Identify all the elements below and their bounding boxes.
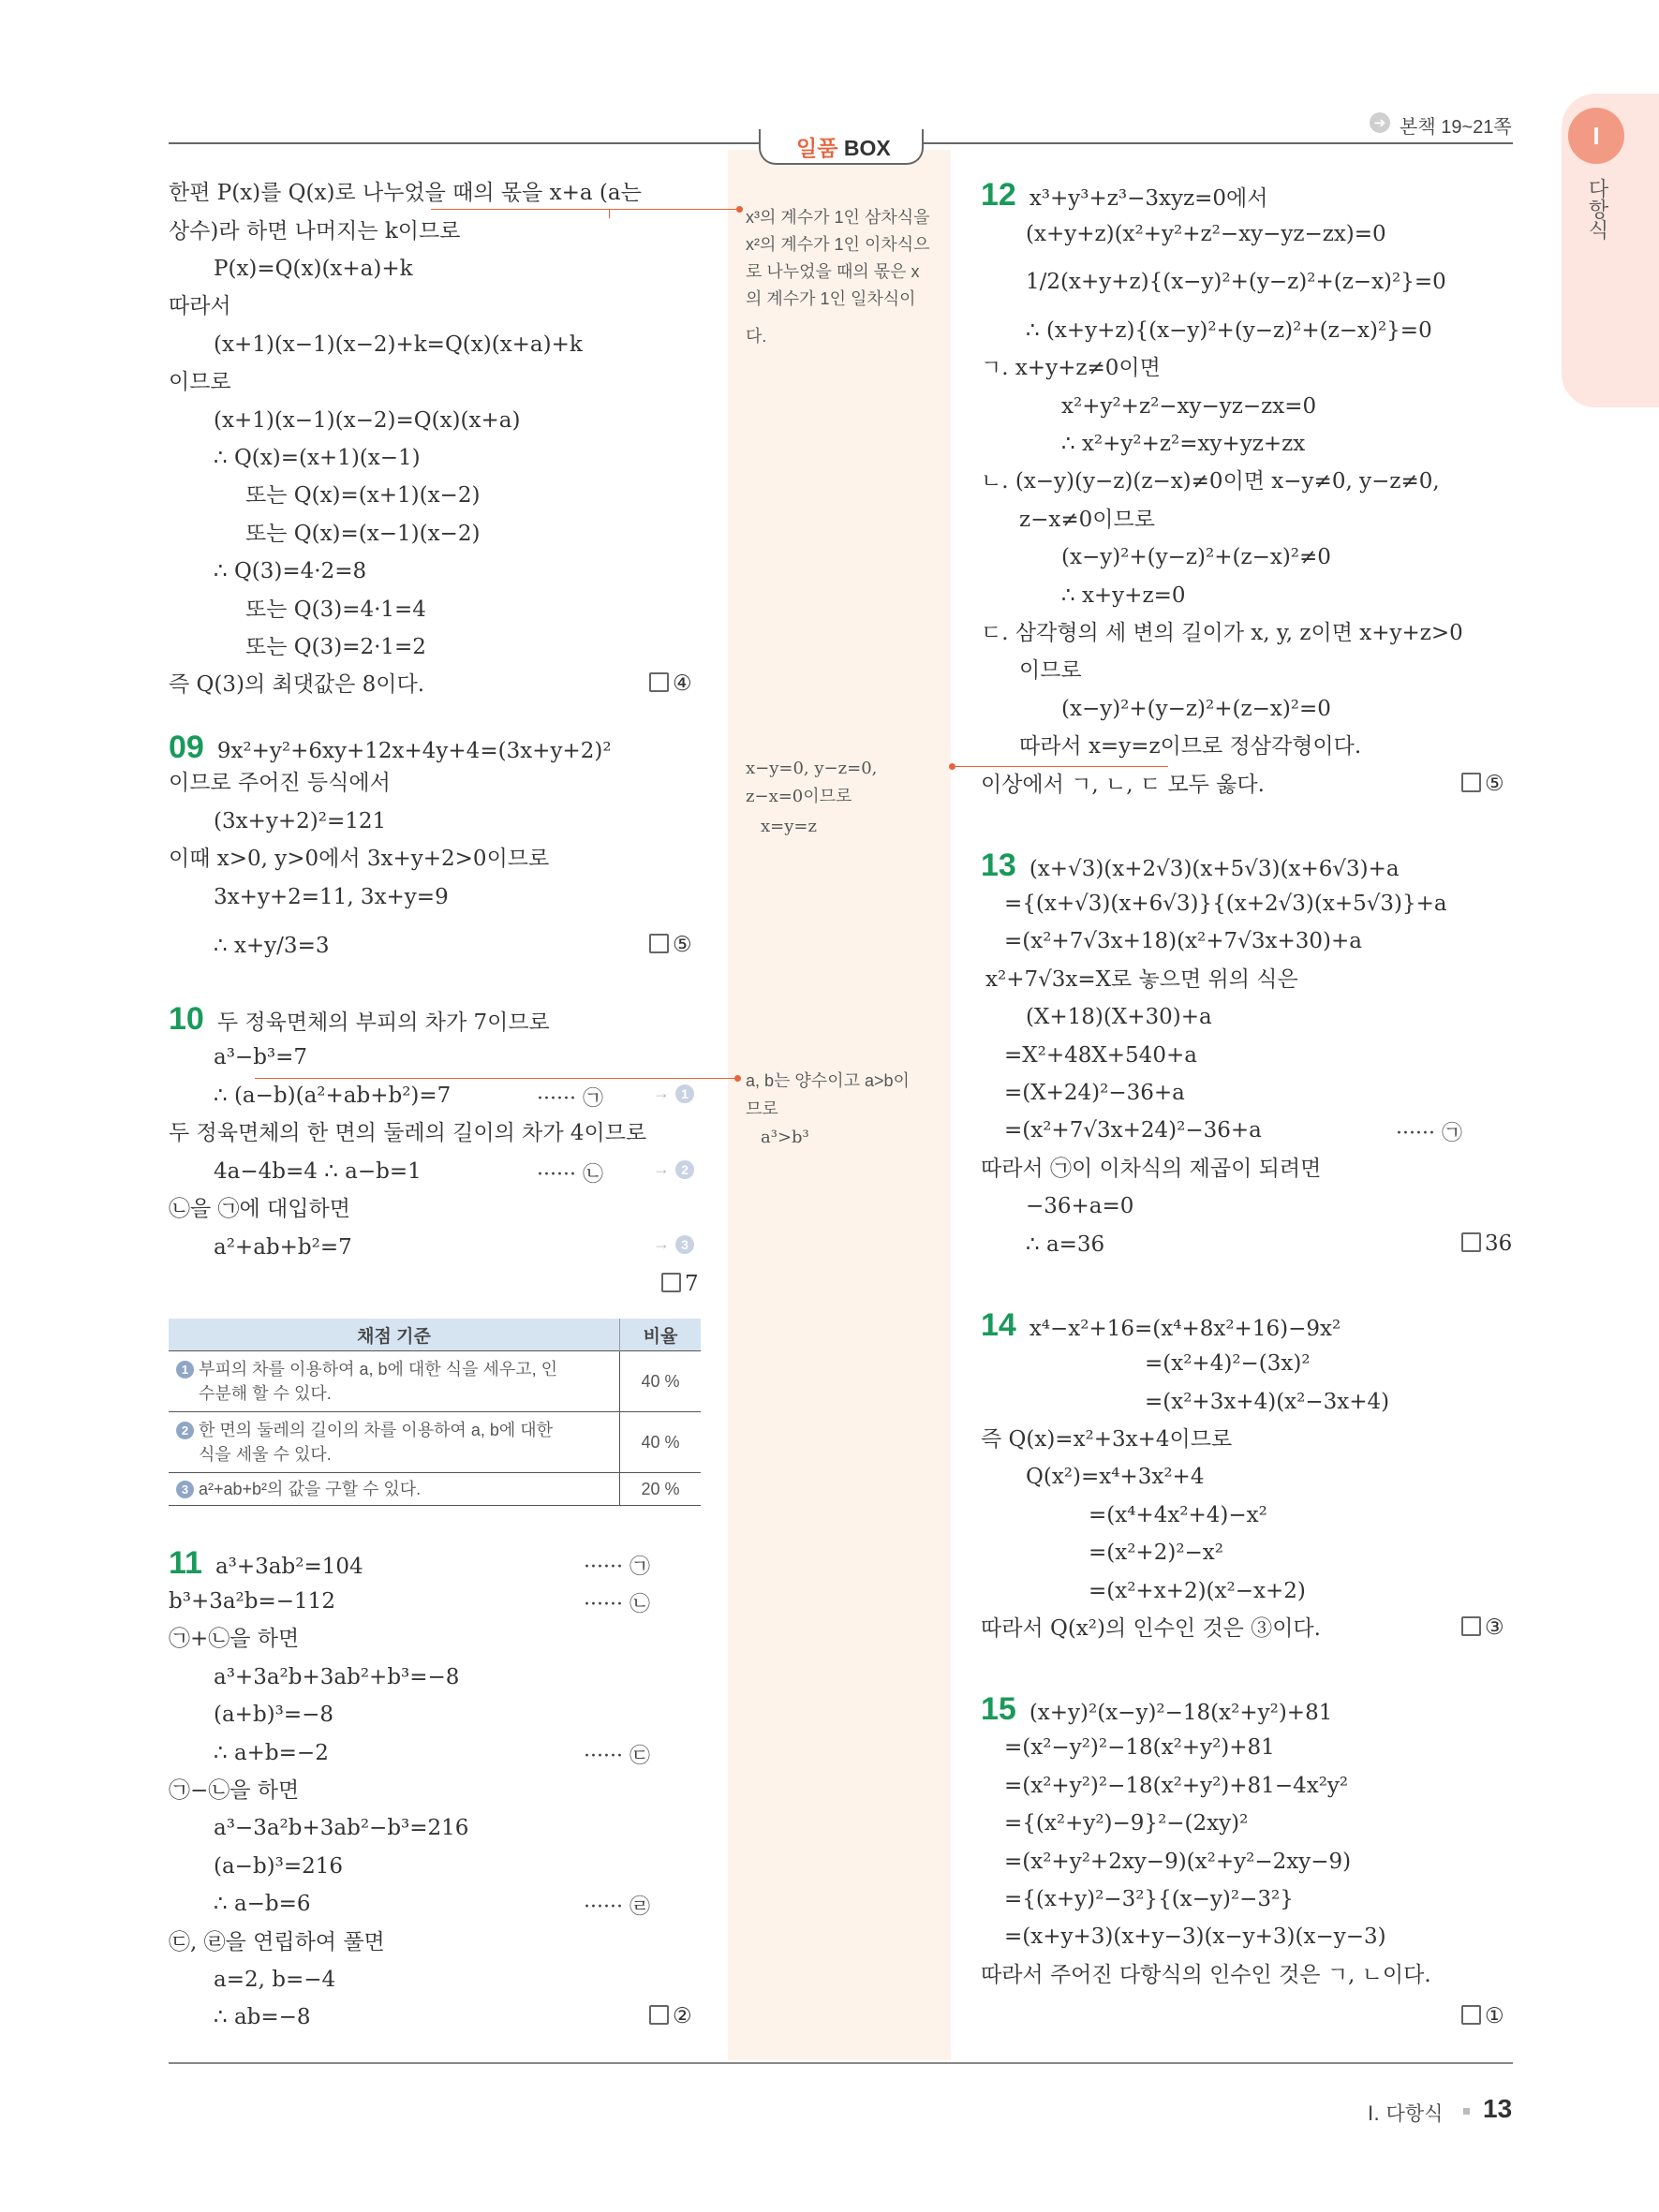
connector-line bbox=[431, 209, 740, 210]
solution-line: =(x²+y²+2xy−9)(x²+y²−2xy−9) bbox=[1004, 1850, 1352, 1874]
solution-line: ㉡을 ㉠에 대입하면 bbox=[169, 1197, 350, 1221]
solution-line: 3x+y+2=11, 3x+y=9 bbox=[214, 885, 449, 909]
answer-value: ⑤ bbox=[673, 933, 692, 957]
solution-line: ∴ a+b=−2 bbox=[214, 1741, 329, 1765]
equation-marker: ······ ㉡ bbox=[537, 1163, 603, 1187]
answer-icon bbox=[661, 1273, 681, 1292]
solution-line: 이므로 bbox=[169, 370, 231, 394]
solution-line: 즉 Q(x)=x²+3x+4이므로 bbox=[981, 1427, 1233, 1452]
solution-line: =(x²+x+2)(x²−x+2) bbox=[1089, 1579, 1306, 1603]
solution-line: (x+1)(x−1)(x−2)=Q(x)(x+a) bbox=[214, 408, 521, 433]
connector-dot bbox=[734, 1075, 741, 1082]
problem-10-header bbox=[169, 1001, 550, 1038]
solution-line: (3x+y+2)²=121 bbox=[214, 809, 387, 833]
solution-line: 4a−4b=4 ∴ a−b=1 bbox=[214, 1159, 422, 1184]
problem-09-header bbox=[169, 730, 612, 766]
box-note: a³>b³ bbox=[761, 1128, 809, 1147]
answer-value: ① bbox=[1485, 2004, 1504, 2028]
solution-line: ={(x+√3)(x+6√3)}{(x+2√3)(x+5√3)}+a bbox=[1004, 892, 1447, 916]
solution-line: =(x²+2)²−x² bbox=[1089, 1541, 1223, 1565]
solution-line: z−x≠0이므로 bbox=[1019, 508, 1155, 532]
solution-line: (x−y)²+(y−z)²+(z−x)²≠0 bbox=[1061, 545, 1331, 569]
solution-line: ㄱ. x+y+z≠0이면 bbox=[981, 356, 1161, 380]
solution-line: (x+1)(x−1)(x−2)+k=Q(x)(x+a)+k bbox=[214, 332, 583, 357]
box-note: a, b는 양수이고 a>b이 bbox=[746, 1071, 910, 1090]
solution-line: 또는 Q(x)=(x+1)(x−2) bbox=[245, 483, 481, 508]
solution-line: 이상에서 ㄱ, ㄴ, ㄷ 모두 옳다. bbox=[981, 773, 1265, 797]
ratio-cell: 40 % bbox=[620, 1412, 702, 1473]
reference-icon: ➔ bbox=[1370, 112, 1390, 133]
answer-09 bbox=[649, 933, 692, 957]
solution-line: ∴ x+y+z=0 bbox=[1061, 583, 1186, 608]
solution-line: =(x²+7√3x+24)²−36+a bbox=[1004, 1118, 1262, 1143]
solution-line: ∴ (a−b)(a²+ab+b²)=7 bbox=[214, 1084, 452, 1108]
solution-line: ∴ Q(x)=(x+1)(x−1) bbox=[214, 446, 421, 470]
problem-15-header bbox=[981, 1691, 1332, 1728]
scoring-table bbox=[169, 1319, 701, 1506]
solution-line: =(x²−y²)²−18(x²+y²)+81 bbox=[1004, 1735, 1275, 1760]
box-label-primary: 일품 bbox=[796, 136, 838, 160]
solution-line: (x+√3)(x+2√3)(x+5√3)(x+6√3)+a bbox=[1029, 857, 1400, 881]
page-reference: 본책 19~21쪽 bbox=[1400, 117, 1512, 138]
answer-icon bbox=[1461, 2005, 1481, 2025]
solution-line: =(x+y+3)(x+y−3)(x−y+3)(x−y−3) bbox=[1004, 1924, 1386, 1949]
solution-line: ㉠−㉡을 하면 bbox=[169, 1778, 300, 1803]
side-tab-numeral: I bbox=[1592, 122, 1600, 150]
solution-line: =(x²+4)²−(3x)² bbox=[1145, 1351, 1311, 1376]
box-header-label bbox=[796, 131, 891, 162]
solution-line: 또는 Q(3)=2·1=2 bbox=[245, 635, 426, 659]
equation-marker: ······ ㉠ bbox=[584, 1556, 650, 1579]
criteria-text: 부피의 차를 이용하여 a, b에 대한 식을 세우고, 인 bbox=[199, 1360, 558, 1379]
box-note: x=y=z bbox=[761, 817, 817, 836]
criteria-text: a²+ab+b²의 값을 구할 수 있다. bbox=[199, 1480, 422, 1498]
problem-11-header bbox=[169, 1545, 363, 1582]
answer-value: 36 bbox=[1485, 1231, 1513, 1256]
solution-line: =(x⁴+4x²+4)−x² bbox=[1089, 1503, 1267, 1527]
scoring-row bbox=[169, 1473, 701, 1506]
ratio-header: 비율 bbox=[620, 1319, 702, 1351]
step-marker: → 3 bbox=[653, 1234, 694, 1254]
answer-08 bbox=[649, 671, 692, 696]
page-number: 13 bbox=[1483, 2094, 1513, 2123]
solution-line: −36+a=0 bbox=[1026, 1194, 1134, 1218]
solution-line: =(x²+y²)²−18(x²+y²)+81−4x²y² bbox=[1004, 1774, 1349, 1798]
criteria-text: 수분해 할 수 있다. bbox=[199, 1384, 332, 1403]
answer-icon bbox=[1461, 1616, 1481, 1636]
solution-line: (x−y)²+(y−z)²+(z−x)²=0 bbox=[1061, 697, 1331, 721]
equation-marker: ······ ㉣ bbox=[584, 1895, 650, 1919]
footer-rule bbox=[169, 2062, 1513, 2064]
solution-line: P(x)=Q(x)(x+a)+k bbox=[214, 257, 413, 281]
solution-line: (a+b)³=−8 bbox=[214, 1703, 334, 1727]
answer-12 bbox=[1461, 772, 1504, 796]
solution-line: ㄷ. 삼각형의 세 변의 길이가 x, y, z이면 x+y+z>0 bbox=[981, 621, 1463, 645]
solution-line: x³+y³+z³−3xyz=0에서 bbox=[1029, 186, 1268, 211]
solution-line: ={(x²+y²)−9}²−(2xy)² bbox=[1004, 1811, 1249, 1836]
solution-line: 이므로 주어진 등식에서 bbox=[169, 771, 391, 795]
solution-line: =(x²+7√3x+18)(x²+7√3x+30)+a bbox=[1004, 929, 1362, 953]
solution-line: =X²+48X+540+a bbox=[1004, 1043, 1197, 1068]
solution-line: =(x²+3x+4)(x²−3x+4) bbox=[1145, 1390, 1390, 1414]
scoring-table-header bbox=[169, 1319, 701, 1351]
solution-line: 따라서 ㉠이 이차식의 제곱이 되려면 bbox=[981, 1157, 1322, 1181]
problem-number: 15 bbox=[981, 1691, 1016, 1727]
criteria-text: 한 면의 둘레의 길이의 차를 이용하여 a, b에 대한 bbox=[199, 1421, 554, 1439]
solution-line: 따라서 주어진 다항식의 인수인 것은 ㄱ, ㄴ이다. bbox=[981, 1963, 1431, 1987]
scoring-row bbox=[169, 1412, 701, 1473]
criteria-cell bbox=[169, 1351, 620, 1412]
criteria-number-icon: 3 bbox=[176, 1481, 194, 1498]
box-note: 로 나누었을 때의 몫은 x bbox=[746, 262, 920, 281]
solution-line: ∴ x+y/3=3 bbox=[214, 934, 330, 958]
solution-line: x²+y²+z²−xy−yz−zx=0 bbox=[1061, 394, 1317, 419]
criteria-number-icon: 2 bbox=[176, 1422, 194, 1439]
side-tab-circle bbox=[1568, 108, 1624, 164]
ratio-cell: 20 % bbox=[620, 1473, 702, 1506]
problem-number: 10 bbox=[169, 1001, 204, 1037]
connector-line bbox=[255, 1078, 737, 1079]
solution-line: a³−b³=7 bbox=[214, 1045, 308, 1069]
answer-14 bbox=[1461, 1615, 1504, 1640]
box-note: 의 계수가 1인 일차식이 bbox=[746, 289, 916, 308]
solution-line: 한편 P(x)를 Q(x)로 나누었을 때의 몫을 x+a (a는 bbox=[169, 181, 642, 205]
scoring-row bbox=[169, 1351, 701, 1412]
answer-value: ⑤ bbox=[1485, 772, 1504, 796]
solution-line: b³+3a²b=−112 bbox=[169, 1589, 335, 1614]
answer-value: ② bbox=[673, 2004, 692, 2028]
answer-icon bbox=[1461, 1232, 1481, 1252]
criteria-header: 채점 기준 bbox=[169, 1319, 620, 1351]
solution-line: =(X+24)²−36+a bbox=[1004, 1081, 1185, 1105]
equation-marker: ······ ㉡ bbox=[584, 1593, 650, 1616]
solution-line: 9x²+y²+6xy+12x+4y+4=(3x+y+2)² bbox=[216, 739, 612, 763]
solution-line: 따라서 Q(x²)의 인수인 것은 ③이다. bbox=[981, 1616, 1321, 1641]
answer-15 bbox=[1461, 2004, 1504, 2028]
solution-line: a³+3a²b+3ab²+b³=−8 bbox=[214, 1665, 460, 1689]
solution-line: (x+y)²(x−y)²−18(x²+y²)+81 bbox=[1029, 1701, 1333, 1725]
equation-marker: ······ ㉠ bbox=[1396, 1122, 1462, 1145]
problem-13-header bbox=[981, 848, 1400, 884]
connector-line bbox=[609, 209, 610, 218]
problem-number: 12 bbox=[981, 177, 1016, 213]
box-note: 므로 bbox=[746, 1099, 778, 1118]
solution-line: ∴ Q(3)=4·2=8 bbox=[214, 559, 367, 583]
solution-line: a³+3ab²=104 bbox=[215, 1555, 363, 1579]
problem-number: 11 bbox=[169, 1545, 202, 1581]
solution-line: 이때 x>0, y>0에서 3x+y+2>0이므로 bbox=[169, 847, 550, 871]
footer-separator bbox=[1463, 2108, 1470, 2115]
answer-value: 7 bbox=[685, 1272, 699, 1296]
answer-icon bbox=[649, 2005, 669, 2025]
criteria-cell bbox=[169, 1473, 620, 1506]
answer-icon bbox=[649, 672, 669, 692]
criteria-text: 식을 세울 수 있다. bbox=[199, 1445, 332, 1464]
problem-number: 14 bbox=[981, 1307, 1016, 1343]
box-note: x²의 계수가 1인 이차식으 bbox=[746, 235, 930, 254]
solution-line: ㄴ. (x−y)(y−z)(z−x)≠0이면 x−y≠0, y−z≠0, bbox=[981, 469, 1440, 494]
solution-line: 1/2(x+y+z){(x−y)²+(y−z)²+(z−x)²}=0 bbox=[1026, 270, 1446, 294]
solution-line: ∴ a=36 bbox=[1026, 1232, 1105, 1257]
box-note: z−x=0이므로 bbox=[746, 787, 852, 806]
solution-line: 또는 Q(3)=4·1=4 bbox=[245, 597, 426, 622]
problem-14-header bbox=[981, 1307, 1341, 1344]
solution-line: (x+y+z)(x²+y²+z²−xy−yz−zx)=0 bbox=[1026, 222, 1386, 246]
solution-line: a³−3a²b+3ab²−b³=216 bbox=[214, 1816, 469, 1840]
answer-icon bbox=[649, 934, 669, 953]
solution-line: ∴ (x+y+z){(x−y)²+(y−z)²+(z−x)²}=0 bbox=[1026, 318, 1432, 343]
box-label-secondary: BOX bbox=[843, 136, 891, 160]
solution-line: (X+18)(X+30)+a bbox=[1026, 1005, 1212, 1029]
solution-line: ㉠+㉡을 하면 bbox=[169, 1627, 300, 1651]
footer-chapter: I. 다항식 bbox=[1368, 2102, 1444, 2125]
connector-dot bbox=[949, 763, 955, 770]
solution-line: ∴ ab=−8 bbox=[214, 2005, 311, 2029]
solution-line: (a−b)³=216 bbox=[214, 1854, 344, 1879]
solution-line: x²+7√3x=X로 놓으면 위의 식은 bbox=[985, 967, 1298, 992]
criteria-cell bbox=[169, 1412, 620, 1473]
solution-line: ={(x+y)²−3²}{(x−y)²−3²} bbox=[1004, 1887, 1294, 1911]
solution-line: a²+ab+b²=7 bbox=[214, 1235, 352, 1260]
solution-line: ∴ a−b=6 bbox=[214, 1892, 311, 1916]
equation-marker: ······ ㉢ bbox=[584, 1745, 650, 1768]
solution-line: 따라서 bbox=[169, 294, 231, 318]
equation-marker: ······ ㉠ bbox=[537, 1087, 603, 1111]
solution-line: ∴ x²+y²+z²=xy+yz+zx bbox=[1061, 432, 1306, 456]
solution-line: ㉢, ㉣을 연립하여 풀면 bbox=[169, 1930, 385, 1954]
answer-icon bbox=[1461, 773, 1481, 792]
answer-10 bbox=[661, 1272, 699, 1296]
box-note: x³의 계수가 1인 삼차식을 bbox=[746, 208, 930, 227]
answer-value: ④ bbox=[673, 671, 692, 696]
solution-line: x⁴−x²+16=(x⁴+8x²+16)−9x² bbox=[1029, 1317, 1341, 1341]
problem-number: 13 bbox=[981, 848, 1016, 883]
connector-dot bbox=[736, 206, 743, 213]
answer-13 bbox=[1461, 1231, 1512, 1256]
side-tab-label: 다항식 bbox=[1585, 178, 1608, 240]
solution-line: 두 정육면체의 한 면의 둘레의 길이의 차가 4이므로 bbox=[169, 1121, 647, 1145]
ratio-cell: 40 % bbox=[620, 1351, 702, 1412]
problem-12-header bbox=[981, 177, 1267, 214]
solution-line: 이므로 bbox=[1019, 658, 1082, 683]
step-marker: → 1 bbox=[653, 1084, 694, 1103]
connector-line bbox=[953, 766, 1168, 767]
solution-line: 즉 Q(3)의 최댓값은 8이다. bbox=[169, 672, 425, 697]
solution-line: Q(x²)=x⁴+3x²+4 bbox=[1026, 1465, 1205, 1489]
solution-line: a=2, b=−4 bbox=[214, 1968, 336, 1992]
box-note: x−y=0, y−z=0, bbox=[746, 759, 878, 778]
solution-line: 상수)라 하면 나머지는 k이므로 bbox=[169, 219, 461, 243]
criteria-number-icon: 1 bbox=[176, 1361, 194, 1379]
step-marker: → 2 bbox=[653, 1159, 694, 1179]
solution-line: 따라서 x=y=z이므로 정삼각형이다. bbox=[1019, 734, 1362, 759]
problem-number: 09 bbox=[169, 730, 204, 765]
answer-11 bbox=[649, 2004, 692, 2028]
answer-value: ③ bbox=[1485, 1615, 1504, 1640]
solution-line: 또는 Q(x)=(x−1)(x−2) bbox=[245, 522, 481, 546]
box-note: 다. bbox=[746, 327, 767, 346]
solution-line: 두 정육면체의 부피의 차가 7이므로 bbox=[216, 1010, 550, 1035]
